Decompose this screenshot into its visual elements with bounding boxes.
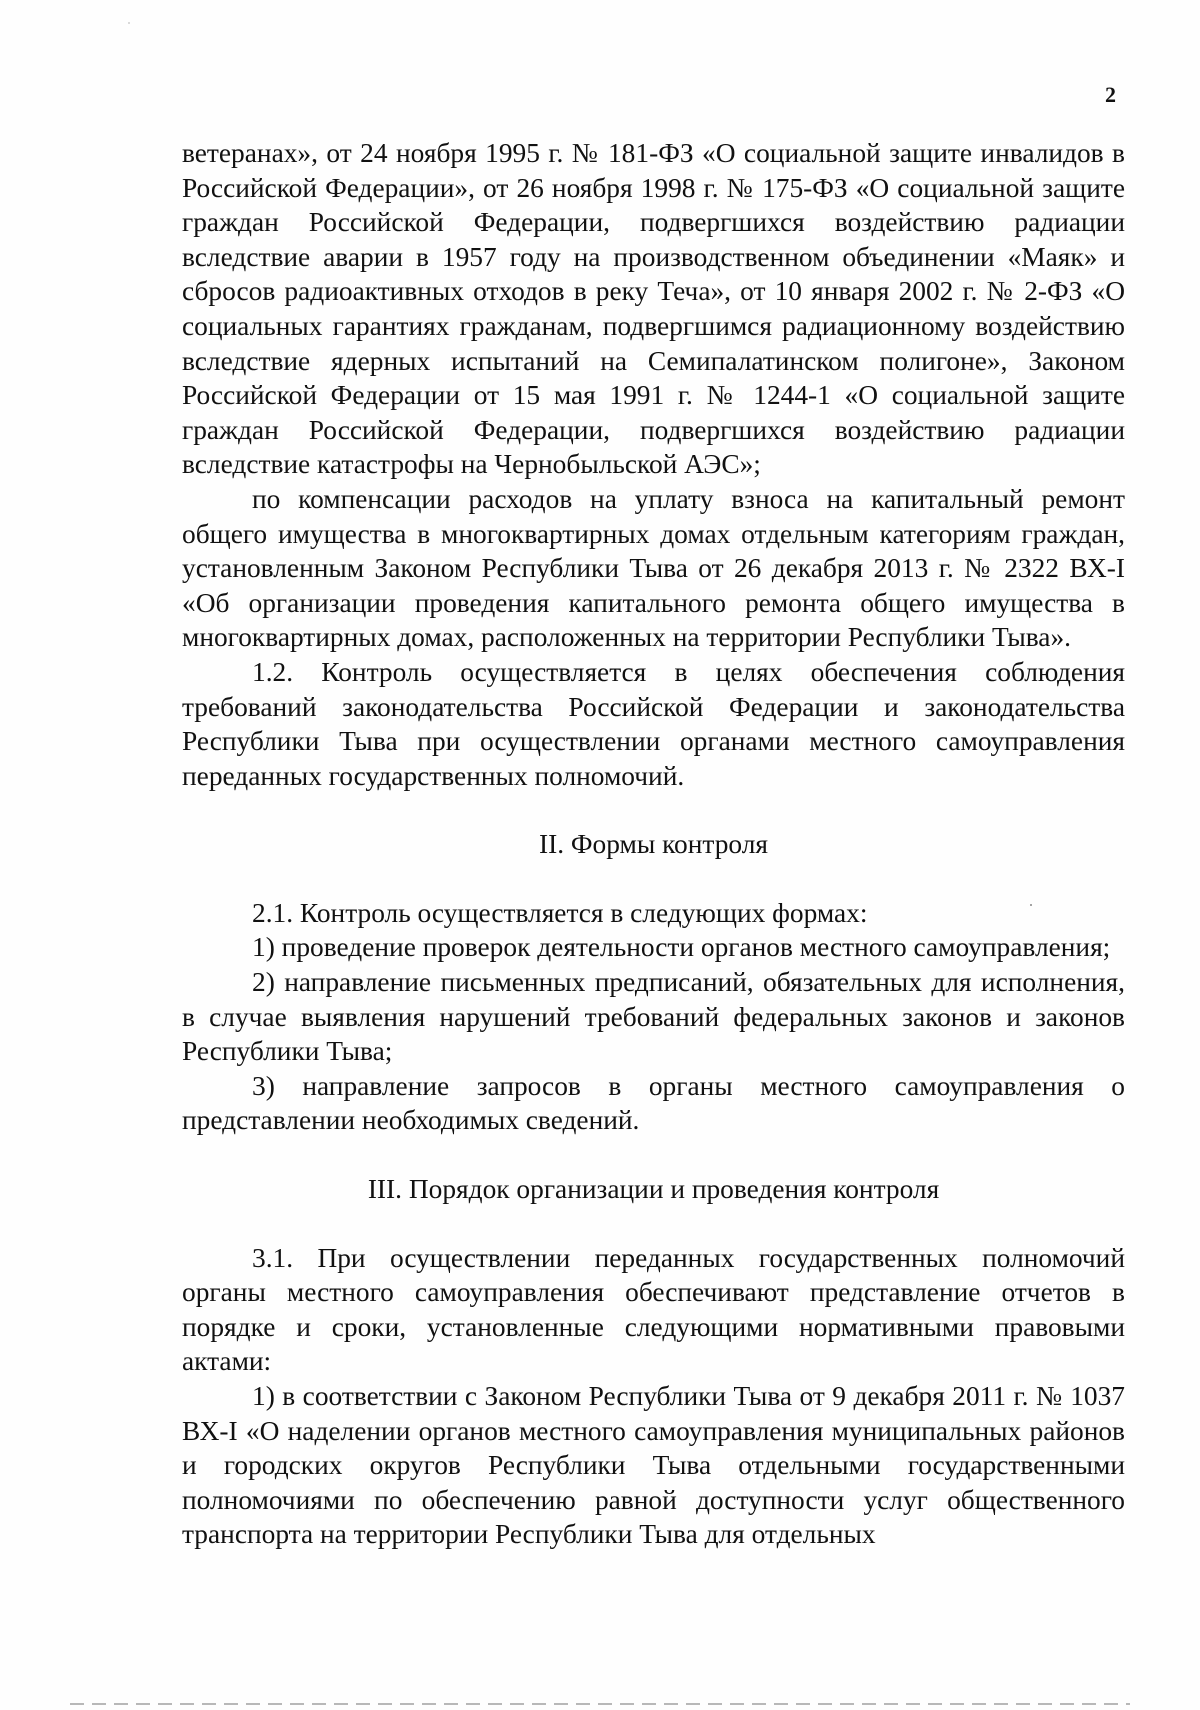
paragraph-intro-continuation: ветеранах», от 24 ноября 1995 г. № 181-ФЗ «О социальной защите инвалидов в Российской Федерации», от 26 ноября 1998 г. № 175-ФЗ «О социальной защите граждан Российской Федерации, подвергшихся воздействию радиации вследствие аварии в 1957 году на производственном объединении «Маяк» и сбросов радиоактивных отходов в реку Теча», от 10 января 2002 г. № 2-ФЗ «О социальных гарантиях гражданам, подвергшимся радиационному воздействию вследствие ядерных испытаний на Семипалатинском полигоне», Законом Российской Федерации от 15 мая 1991 г. № 1244-1 «О социальной защите граждан Российской Федерации, подвергшихся воздействию радиации вследствие катастрофы на Чернобыльской АЭС»;	[182, 138, 1125, 480]
document-body	[182, 136, 1125, 1552]
list-item-2-1-3: 3) направление запросов в органы местного самоуправления о представлении необходимых сведений.	[182, 1070, 1125, 1136]
paragraph-capital-repair-compensation: по компенсации расходов на уплату взноса на капитальный ремонт общего имущества в многоквартирных домах отдельным категориям граждан, установленным Законом Республики Тыва от 26 декабря 2013 г. № 2322 ВХ-I «Об организации проведения капитального ремонта общего имущества в многоквартирных домах, расположенных на территории Республики Тыва».	[182, 483, 1125, 653]
scan-speck	[128, 22, 130, 24]
list-item-3-1-1: 1) в соответствии с Законом Республики Тыва от 9 декабря 2011 г. № 1037 ВХ-I «О наделении органов местного самоуправления муниципальных районов и городских округов Республики Тыва отдельными государственными полномочиями по обеспечению равной доступности услуг общественного транспорта на территории Республики Тыва для отдельных	[182, 1381, 1125, 1550]
scan-edge-artifact	[70, 1703, 1130, 1705]
section-2-heading: II. Формы контроля	[538, 829, 768, 860]
section-3-heading: III. Порядок организации и проведения контроля	[367, 1174, 940, 1205]
paragraph-2-1: 2.1. Контроль осуществляется в следующих формах:	[252, 897, 868, 928]
list-item-2-1-1: 1) проведение проверок деятельности органов местного самоуправления;	[252, 932, 1111, 963]
scan-speck	[1030, 904, 1032, 906]
page-number: 2	[1105, 82, 1116, 107]
paragraph-1-2: 1.2. Контроль осуществляется в целях обеспечения соблюдения требований законодательства Российской Федерации и законодательства Республики Тыва при осуществлении органами местного самоуправления переданных государственных полномочий.	[182, 656, 1125, 791]
list-item-2-1-2: 2) направление письменных предписаний, обязательных для исполнения, в случае выявления нарушений требований федеральных законов и законов Республики Тыва;	[182, 967, 1125, 1067]
paragraph-3-1: 3.1. При осуществлении переданных государственных полномочий органы местного самоуправления обеспечивают представление отчетов в порядке и сроки, установленные следующими нормативными правовыми актами:	[182, 1242, 1125, 1377]
